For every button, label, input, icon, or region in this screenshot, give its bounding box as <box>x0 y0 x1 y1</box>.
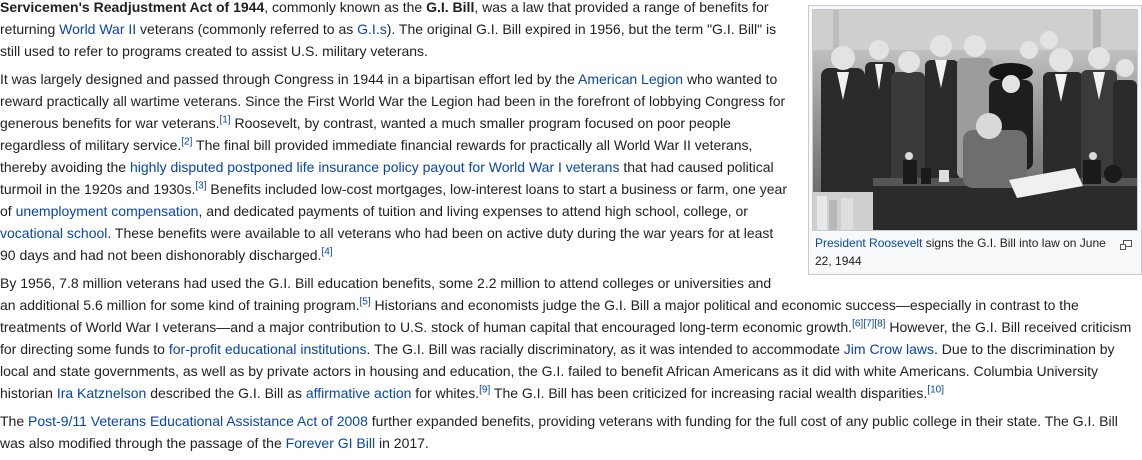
caption-text: signs the G.I. Bill into law on June 22, 1944 <box>815 236 1106 268</box>
alias-bold: G.I. Bill <box>426 0 475 15</box>
reference-link[interactable]: [8] <box>874 318 886 330</box>
reference-1[interactable] <box>219 114 230 125</box>
link-affirmative-action[interactable]: affirmative action <box>305 385 412 401</box>
text-run: Roosevelt, by contrast, wanted a much smaller program focused on poor people regardless of military service. <box>0 115 731 153</box>
reference-link[interactable]: [3] <box>195 180 207 192</box>
text-run: in 2017. <box>375 435 429 451</box>
text-run: It was largely designed and passed through Congress in 1944 in a bipartisan effort led by the <box>0 71 579 87</box>
reference-link[interactable]: [7] <box>863 318 875 330</box>
text-run: . These benefits were available to all veterans who had been on active duty during the war years for at least 90 days and had not been dishonorably discharged. <box>0 225 774 263</box>
text-run: that had caused political turmoil in the 1920s and 1930s. <box>0 159 774 197</box>
link-bonus-army-payout[interactable]: highly disputed postponed life insurance policy payout for World War I veterans <box>129 159 620 175</box>
photo-illustration <box>813 10 1137 230</box>
reference-link[interactable]: [6] <box>852 318 864 330</box>
text-run: further expanded benefits, providing veterans with funding for the full cost of any public college in their state. The G.I. Bill was also modified through the passage of the <box>0 413 1118 451</box>
text-run: , was a law that provided a range of benefits for returning <box>0 0 769 37</box>
reference-4[interactable] <box>321 246 332 257</box>
magnify-clip-icon[interactable] <box>1120 237 1132 247</box>
paragraph-later-acts <box>0 410 1142 454</box>
text-run: . Due to the discrimination by local and state governments, as well as by private actors in housing and education, the G.I. failed to benefit African Americans as it did with white Americans. Columbia University historian <box>0 341 1115 401</box>
article-title-bold: Servicemen's Readjustment Act of 1944 <box>0 0 265 15</box>
reference-9[interactable] <box>479 384 490 395</box>
reference-7[interactable] <box>863 318 874 329</box>
photo-caption <box>812 231 1138 270</box>
text-run: , and dedicated payments of tuition and living expenses to attend high school, college, or <box>198 203 748 219</box>
link-jim-crow-laws[interactable]: Jim Crow laws <box>843 341 935 357</box>
link-forever-gi-bill[interactable]: Forever GI Bill <box>285 435 376 451</box>
caption-link-president-roosevelt[interactable]: President Roosevelt <box>815 236 923 250</box>
link-ira-katznelson[interactable]: Ira Katznelson <box>56 385 147 401</box>
reference-2[interactable] <box>181 136 192 147</box>
link-for-profit-institutions[interactable]: for-profit educational institutions <box>168 341 367 357</box>
link-vocational-school[interactable]: vocational school <box>0 225 108 241</box>
paragraph-outcomes <box>0 272 1142 404</box>
text-run: The G.I. Bill has been criticized for increasing racial wealth disparities. <box>490 385 928 401</box>
text-run: The <box>0 413 29 429</box>
text-run: who wanted to reward practically all wartime veterans. Since the First World War the Legion had been in the forefront of lobbying Congress for generous benefits for war veterans. <box>0 71 786 131</box>
text-run: described the G.I. Bill as <box>146 385 306 401</box>
photo-thumbnail <box>808 5 1142 275</box>
link-world-war-ii[interactable]: World War II <box>59 21 137 37</box>
reference-link[interactable]: [4] <box>321 246 333 258</box>
reference-link[interactable]: [5] <box>359 296 371 308</box>
reference-link[interactable]: [10] <box>927 384 944 396</box>
text-run: for whites. <box>411 385 480 401</box>
link-gis[interactable]: G.I.s <box>357 21 387 37</box>
reference-3[interactable] <box>195 180 206 191</box>
reference-8[interactable] <box>874 318 885 329</box>
link-post-911-act[interactable]: Post-9/11 Veterans Educational Assistance Act of 2008 <box>28 413 368 429</box>
link-american-legion[interactable]: American Legion <box>578 71 684 87</box>
roosevelt-signing-photo[interactable] <box>812 9 1138 231</box>
reference-5[interactable] <box>360 296 371 307</box>
reference-link[interactable]: [9] <box>479 384 491 396</box>
link-unemployment-compensation[interactable]: unemployment compensation <box>15 203 199 219</box>
text-run: By 1956, 7.8 million veterans had used the G.I. Bill education benefits, some 2.2 million to attend colleges or universities and an additional 5.6 million for some kind of training program. <box>0 275 772 313</box>
reference-link[interactable]: [1] <box>219 114 231 126</box>
text-run: The final bill provided immediate financial rewards for practically all World War II veterans, thereby avoiding the <box>0 137 753 175</box>
text-run: , commonly known as the <box>264 0 427 15</box>
reference-10[interactable] <box>927 384 944 395</box>
text-run: However, the G.I. Bill received criticism for directing some funds to <box>0 319 1132 357</box>
text-run: Historians and economists judge the G.I. Bill a major political and economic success—especially in contrast to the treatments of World War I veterans—and a major contribution to U.S. stock of human capital that encouraged long-term economic growth. <box>0 297 1079 335</box>
text-run: . The G.I. Bill was racially discriminatory, as it was intended to accommodate <box>366 341 844 357</box>
text-run: veterans (commonly referred to as <box>136 21 358 37</box>
reference-link[interactable]: [2] <box>181 136 193 148</box>
text-run: ). The original G.I. Bill expired in 1956, but the term "G.I. Bill" is still used to refer to programs created to assist U.S. military veterans. <box>0 21 777 59</box>
reference-6[interactable] <box>852 318 863 329</box>
text-run: Benefits included low-cost mortgages, low-interest loans to start a business or farm, one year of <box>0 181 787 219</box>
